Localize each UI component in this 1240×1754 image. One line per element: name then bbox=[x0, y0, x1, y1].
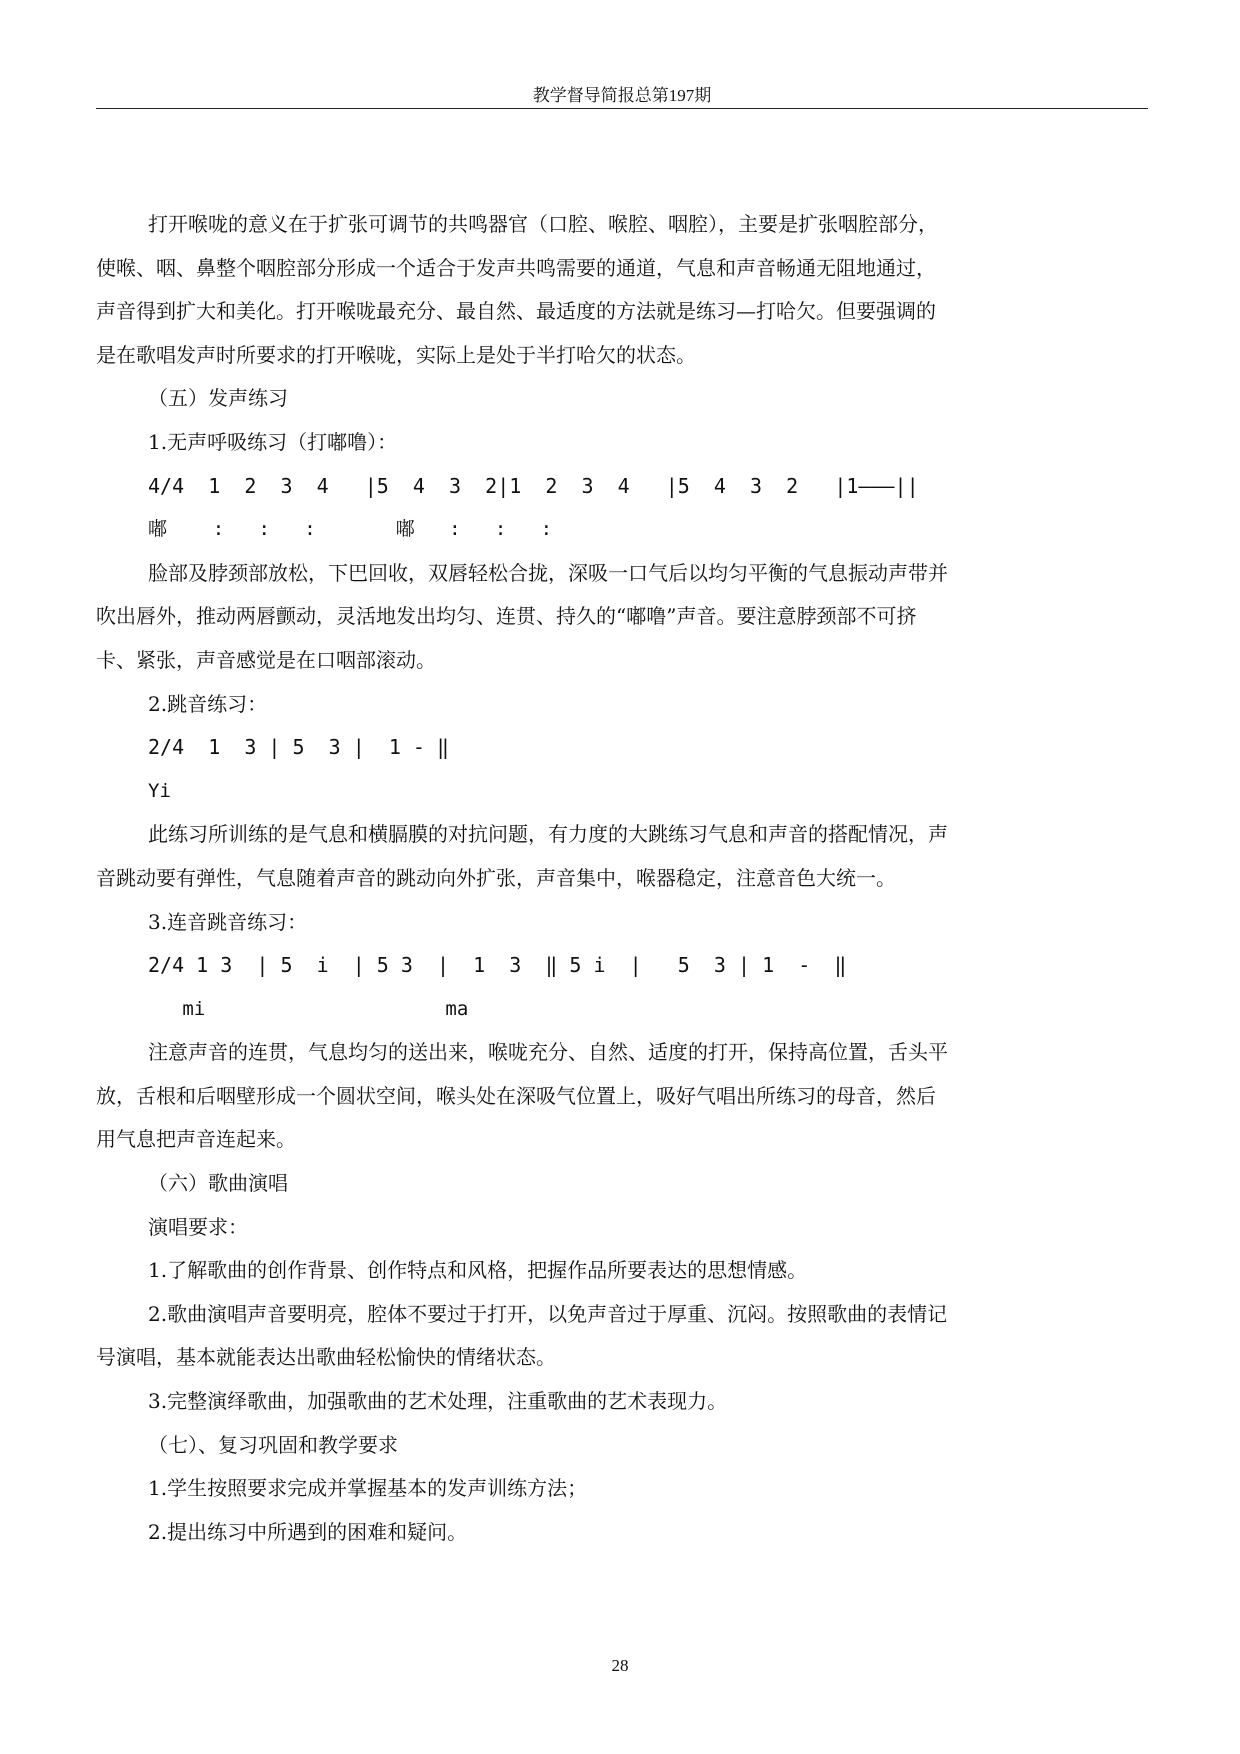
syllable-line: 嘟 : : : 嘟 : : : bbox=[148, 518, 553, 541]
notation-line: 2/4 1 3 | 5 i | 5 3 | 1 3 ‖ 5 i | 5 3 | 1 - ‖ bbox=[148, 953, 847, 978]
paragraph-line: 使喉、咽、鼻整个咽腔部分形成一个适合于发声共鸣需要的通道，气息和声音畅通无阻地通过， bbox=[96, 255, 936, 280]
paragraph-line: 音跳动要有弹性，气息随着声音的跳动向外扩张，声音集中，喉器稳定，注意音色大统一。 bbox=[96, 865, 896, 890]
paragraph-line: 声音得到扩大和美化。打开喉咙最充分、最自然、最适度的方法就是练习—打哈欠。但要强调的 bbox=[96, 299, 936, 324]
header-title: 教学督导简报总第197期 bbox=[532, 86, 712, 105]
paragraph-line: 此练习所训练的是气息和横膈膜的对抗问题，有力度的大跳练习气息和声音的搭配情况，声 bbox=[148, 822, 948, 847]
page-footer bbox=[0, 1656, 1240, 1676]
notation-line: 2/4 1 3 | 5 3 | 1 - ‖ bbox=[148, 735, 450, 760]
list-item: 2.歌曲演唱声音要明亮，腔体不要过于打开，以免声音过于厚重、沉闷。按照歌曲的表情记 bbox=[148, 1301, 948, 1326]
exercise-title: 2.跳音练习： bbox=[148, 691, 268, 716]
paragraph-line: 卡、紧张，声音感觉是在口咽部滚动。 bbox=[96, 647, 436, 672]
paragraph-line: 用气息把声音连起来。 bbox=[96, 1127, 296, 1152]
page-header bbox=[96, 70, 1148, 109]
page-number: 28 bbox=[611, 1656, 629, 1675]
paragraph-line: 吹出唇外，推动两唇颤动，灵活地发出均匀、连贯、持久的“嘟噜”声音。要注意脖颈部不可挤 bbox=[96, 604, 917, 629]
list-item: 1.了解歌曲的创作背景、创作特点和风格，把握作品所要表达的思想情感。 bbox=[148, 1258, 808, 1283]
paragraph-line: 注意声音的连贯，气息均匀的送出来，喉咙充分、自然、适度的打开，保持高位置，舌头平 bbox=[148, 1040, 948, 1065]
section-heading: （六）歌曲演唱 bbox=[148, 1171, 288, 1196]
syllable-line: Yi bbox=[148, 779, 171, 802]
list-item: 1.学生按照要求完成并掌握基本的发声训练方法； bbox=[148, 1476, 588, 1501]
paragraph-line: 脸部及脖颈部放松，下巴回收，双唇轻松合拢，深吸一口气后以均匀平衡的气息振动声带并 bbox=[148, 560, 948, 585]
paragraph-line: 打开喉咙的意义在于扩张可调节的共鸣器官（口腔、喉腔、咽腔），主要是扩张咽腔部分， bbox=[148, 212, 938, 236]
notation-line: 4/4 1 2 3 4 |5 4 3 2|1 2 3 4 |5 4 3 2 |1———|| bbox=[148, 473, 919, 498]
body-text bbox=[96, 203, 1148, 1554]
section-heading: （七）、复习巩固和教学要求 bbox=[148, 1432, 398, 1457]
section-heading: （五）发声练习 bbox=[148, 386, 288, 411]
syllable-line: mi ma bbox=[148, 997, 469, 1020]
paragraph-line: 号演唱，基本就能表达出歌曲轻松愉快的情绪状态。 bbox=[96, 1345, 556, 1370]
paragraph-line: 演唱要求： bbox=[148, 1214, 248, 1239]
list-item: 3.完整演绎歌曲，加强歌曲的艺术处理，注重歌曲的艺术表现力。 bbox=[148, 1389, 728, 1414]
exercise-title: 3.连音跳音练习： bbox=[148, 909, 308, 934]
list-item: 2.提出练习中所遇到的困难和疑问。 bbox=[148, 1519, 468, 1544]
paragraph-line: 是在歌唱发声时所要求的打开喉咙，实际上是处于半打哈欠的状态。 bbox=[96, 342, 696, 367]
paragraph-line: 放，舌根和后咽壁形成一个圆状空间，喉头处在深吸气位置上，吸好气唱出所练习的母音，然后 bbox=[96, 1083, 936, 1108]
exercise-title: 1.无声呼吸练习（打嘟噜）： bbox=[148, 429, 398, 454]
